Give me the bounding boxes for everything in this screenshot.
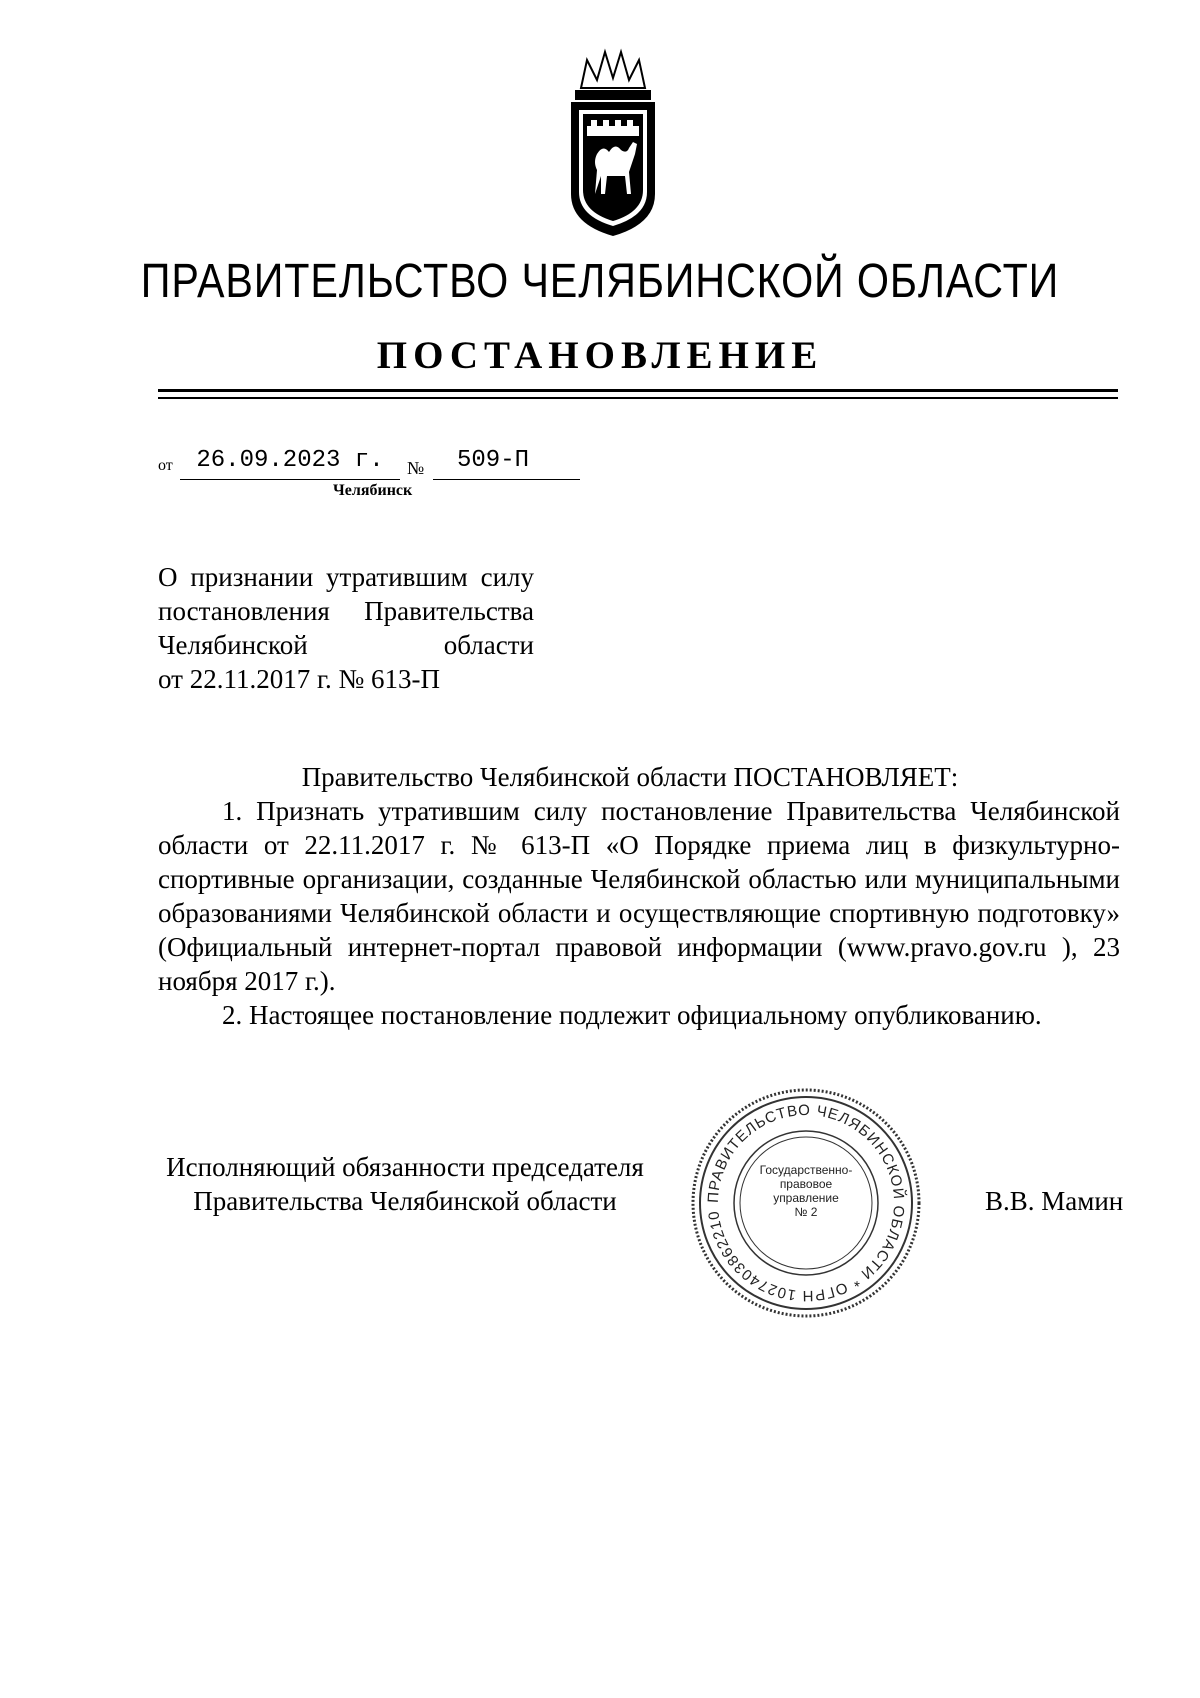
signer-position-line: Правительства Челябинской области — [193, 1186, 617, 1216]
city-name: Челябинск — [333, 482, 413, 499]
header-rule-thin — [158, 397, 1118, 399]
number-underline — [433, 479, 580, 480]
decree-item-2: 2. Настоящее постановление подлежит официальному опубликованию. — [222, 1000, 1042, 1030]
document-date: 26.09.2023 г. — [196, 447, 384, 474]
seal-center-line: правовое — [779, 1177, 833, 1191]
decree-body — [158, 794, 1120, 1032]
signer-position — [150, 1150, 660, 1218]
signer-name: В.В. Мамин — [985, 1186, 1124, 1216]
seal-outer-text: ПРАВИТЕЛЬСТВО ЧЕЛЯБИНСКОЙ ОБЛАСТИ * ОГРН 1027403862210 — [704, 1101, 908, 1305]
seal-center-line: Государственно- — [759, 1163, 853, 1177]
date-prefix-label: от — [158, 457, 173, 474]
decree-preamble: Правительство Челябинской области ПОСТАНОВЛЯЕТ: — [301, 762, 959, 792]
seal-center-line: № 2 — [794, 1205, 818, 1219]
document-type-heading: ПОСТАНОВЛЕНИЕ — [376, 334, 824, 377]
header-rule-thick — [158, 389, 1118, 392]
date-underline — [180, 479, 400, 480]
signer-position-line: Исполняющий обязанности председателя — [166, 1152, 644, 1182]
subject-line: О признании утратившим силу — [158, 562, 534, 592]
number-prefix-label: № — [407, 458, 425, 478]
decree-item-1: 1. Признать утратившим силу постановление Правительства Челябинской области от 22.11.2017 г. № 613-П «О Порядке приема лиц в физкультурно-спортивные организации, созданные Челябинской областью или муниципальными образованиями Челябинской области и осуществляющие спортивную подготовку» (Официальный интернет-портал правовой информации (www.pravo.gov.ru ), 23 ноября 2017 г.). — [158, 796, 1120, 996]
official-seal — [688, 1085, 924, 1321]
seal-center-text — [744, 1163, 868, 1219]
coat-of-arms-emblem — [551, 44, 675, 240]
organization-title: ПРАВИТЕЛЬСТВО ЧЕЛЯБИНСКОЙ ОБЛАСТИ — [140, 255, 1060, 308]
subject-line: от 22.11.2017 г. № 613-П — [158, 664, 440, 694]
subject-line: постановления Правительства — [158, 596, 534, 626]
seal-center-line: управление — [773, 1191, 839, 1205]
subject-line: Челябинской области — [158, 630, 534, 660]
document-subject — [158, 560, 534, 696]
document-number: 509-П — [456, 447, 529, 474]
